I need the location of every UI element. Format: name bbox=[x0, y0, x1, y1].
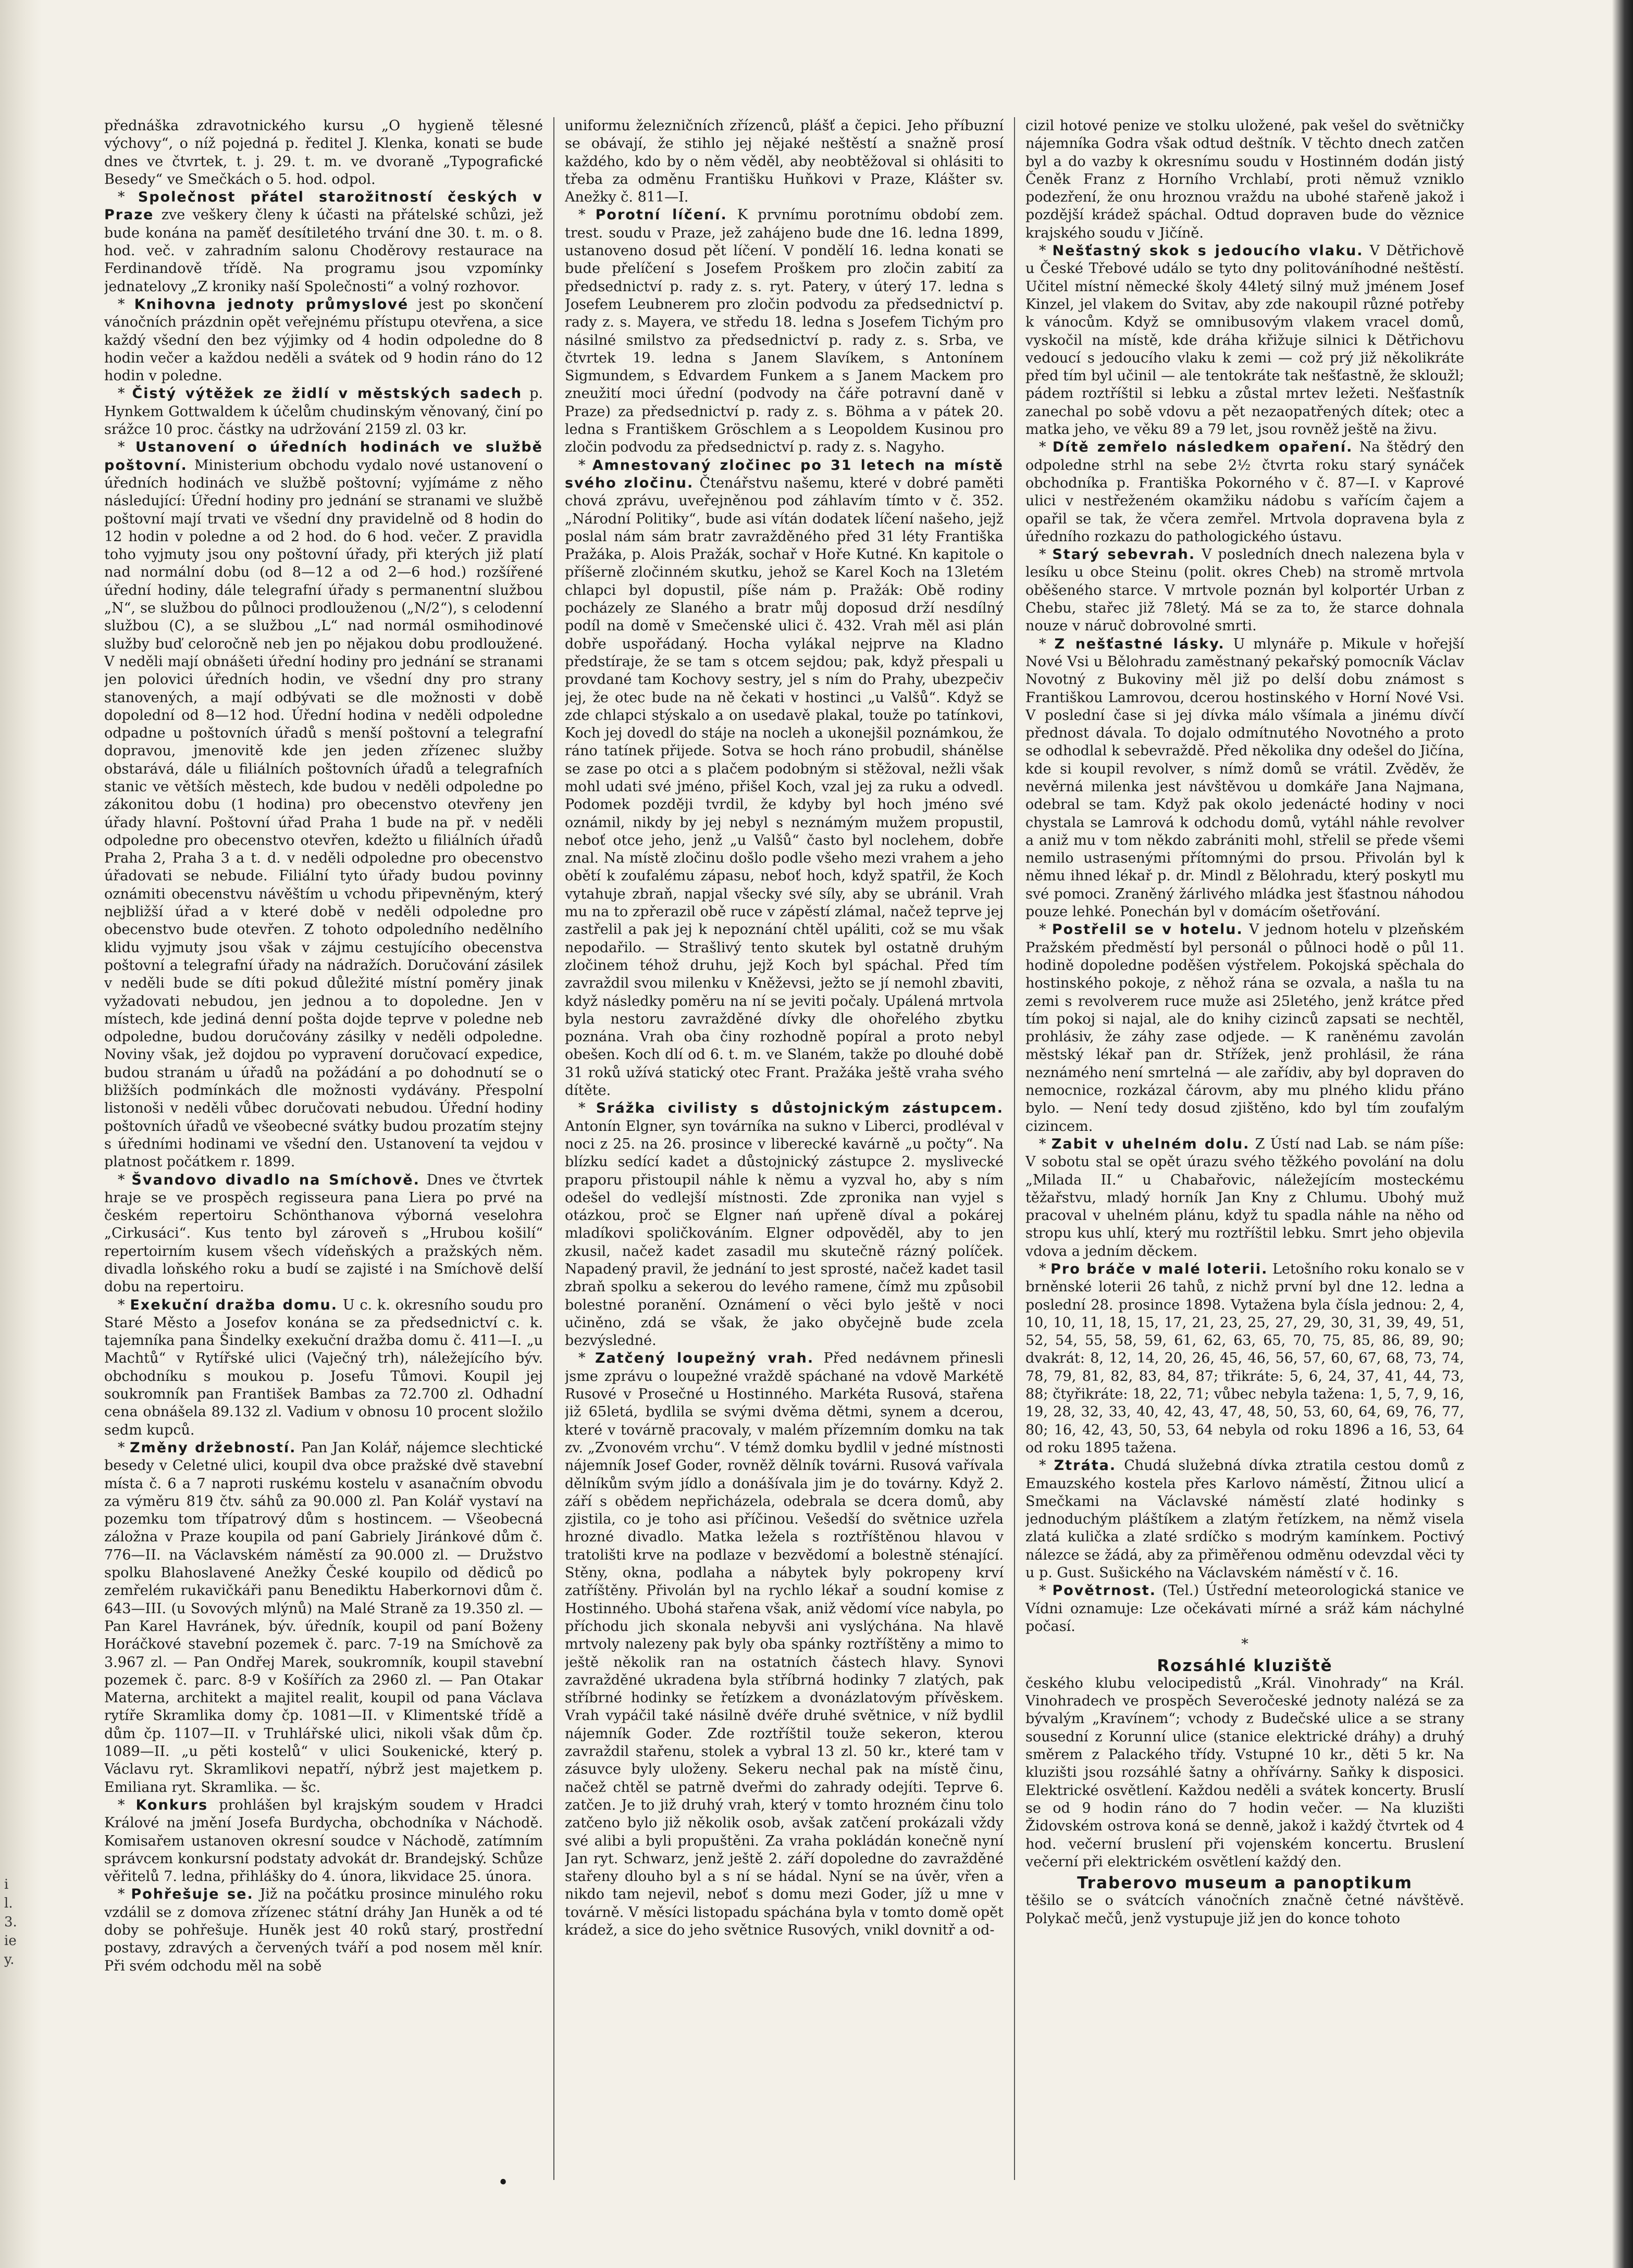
asterisk-marker: * bbox=[118, 439, 135, 456]
asterisk-marker: * bbox=[578, 1100, 596, 1117]
article-paragraph bbox=[104, 1886, 543, 1975]
article-text: p. Hynkem Gottwaldem k účelům chudinským věnovaný, činí po srážce 10 proc. částky na udržování 2159 zl. 03 kr. bbox=[104, 385, 543, 438]
section-heading: Rozsáhlé kluziště bbox=[1157, 1656, 1333, 1675]
article-paragraph bbox=[1025, 439, 1464, 546]
article-heading: Porotní líčení. bbox=[595, 207, 727, 223]
margin-mark: 3. bbox=[4, 1914, 17, 1930]
article-text: U c. k. okresního soudu pro Staré Město a Josefov konána se za předsednictví c. k. tajemníka pana Šindelky exekuční dražba domu č. 411—I. „u Machtů“ v Rytířské ulici (Vaječný trh), náležejícího býv. obchodníku s moukou p. Josefu Tůmovi. Koupil jej soukromník pan František Bambas za 72.700 zl. Odhadní cena obnášela 89.132 zl. Vadium v obnosu 10 procent složilo sedm kupců. bbox=[104, 1297, 543, 1438]
article-text: Pan Jan Kolář, nájemce slechtické besedy v Celetné ulici, koupil dva obce pražské dvě stavební místa č. 6 a 7 naproti ruskému kostelu v asanačním obvodu za výměru 819 čtv. sáhů za 90.000 zl. Pan Kolář vystaví na pozemku tom třípatrový dům s hostincem. — Všeobecná záložna v Praze koupila od paní Gabriely Jiránkové dům č. 776—II. na Václavském náměstí za 90.000 zl. — Družstvo spolku Blahoslavené Anežky České koupilo od dědiců po zemřelém rukavičkáři panu Benediktu Haberkornovi dům č. 643—III. (u Sovových mlýnů) na Malé Straně za 19.350 zl. — Pan Karel Havránek, býv. úředník, koupil od paní Boženy Horáčkové stavební pozemek č. parc. 7-19 na Smíchově za 3.967 zl. — Pan Ondřej Marek, soukromník, koupil stavební pozemek č. parc. 8-9 v Košířích za 2960 zl. — Pan Otakar Materna, architekt a majitel realit, koupil od pana Václava rytíře Skramlika domy čp. 1081—II. v Klimentské třídě a dům čp. 1107—II. v Truhlářské ulici, nikoli však dům čp. 1089—II. „u pěti kostelů“ v ulici Soukenické, který p. Václavu ryt. Skramlikovi nepatří, nýbrž jest majetkem p. Emiliana ryt. Skramlika. — šc. bbox=[104, 1439, 543, 1796]
article-heading: Změny držebností. bbox=[129, 1439, 296, 1456]
asterisk-marker: * bbox=[1039, 1582, 1053, 1599]
article-heading: Knihovna jednoty průmyslové bbox=[134, 296, 409, 313]
article-paragraph bbox=[1025, 1874, 1464, 1928]
article-heading: Pohřešuje se. bbox=[131, 1886, 254, 1903]
article-paragraph bbox=[1025, 117, 1464, 242]
margin-mark: y. bbox=[4, 1952, 15, 1967]
article-heading: Dítě zemřelo následkem opaření. bbox=[1052, 439, 1353, 456]
article-text: prohlášen byl krajským soudem v Hradci Králové na jmění Josefa Burdycha, obchodníka v Náchodě. Komisařem ustanoven okresní soudce v Náchodě, zatímním správcem konkursní podstaty advokát dr. Brandejský. Schůze věřitelů 7. ledna, přihlášky do 4. února, likvidace 25. února. bbox=[104, 1797, 543, 1885]
asterisk-marker: * bbox=[118, 1297, 130, 1313]
article-text: Dnes ve čtvrtek hraje se ve prospěch regisseura pana Liera po prvé na českém repertoiru Schönthanova výborná veselohra „Cirkusáci“. Kus tento byl zároveň s „Hrubou košilí“ repertoirním kusem všech vídeňských a pražských něm. divadla loňského roku a budí se zajisté i na Smíchově delší dobu na repertoiru. bbox=[104, 1172, 543, 1295]
asterisk-marker: * bbox=[118, 1797, 136, 1813]
article-heading: Z nešťastné lásky. bbox=[1054, 635, 1225, 652]
article-text: Již na počátku prosince minulého roku vzdálil se z domova zřízenec státní dráhy Jan Huněk a od té doby se pohřešuje. Huněk jest 40 roků starý, prostřední postavy, zdravých a červených tváří a pod nosem měl knír. Při svém odchodu měl na sobě bbox=[104, 1886, 543, 1974]
asterisk-marker: * bbox=[1039, 439, 1053, 456]
article-paragraph bbox=[104, 296, 543, 385]
asterisk-marker: * bbox=[118, 296, 134, 313]
article-text: Antonín Elgner, syn továrníka na sukno v Liberci, prodléval v noci z 25. na 26. prosince v liberecké kavárně „u počty“. Na blízku sedící kadet a důstojnický zástupce 2. myslivecké praporu přistoupil náhle k němu a vyzval ho, aby s ním odešel do vedlejší místnosti. Zde zpronika nan vyjel s otázkou, proč se Elgner nań upřeně díval a pokárej mladíkovi spoličkováním. Elgner odpověděl, aby to jen zkusil, načež kadet zasadil mu skutečně rázný políček. Napadený pravil, že jednání to jest sprosté, načež kadet tasil zbraň spolku a sekerou do levého ramene, čímž mu způsobil bolestné poranění. Oznámení o věci bylo ještě v noci učiněno, zdá se však, že jako obyčejně bude zcela bezvýsledné. bbox=[565, 1118, 1004, 1349]
article-text: Chudá služebná dívka ztratila cestou domů z Emauzského kostela přes Karlovo náměstí, Žitnou ulicí a Smečkami na Václavské náměstí zlaté hodinky s jednoduchým pláštíkem a zlatým řetízkem, na němž visela zlatá kulička a zlaté srdíčko s modrým kamínkem. Poctivý nálezce se žádá, aby za přiměřenou odměnu odevzdal věci ty u p. Gust. Sušického na Václavském náměstí v č. 16. bbox=[1025, 1457, 1464, 1581]
asterisk-marker: * bbox=[578, 207, 596, 223]
article-paragraph bbox=[565, 1100, 1004, 1350]
article-text: (Tel.) Ústřední meteorologická stanice ve Vídni oznamuje: Lze očekávati mírné a sráž kám náchylné počasí. bbox=[1025, 1582, 1464, 1635]
article-paragraph bbox=[1025, 1657, 1464, 1872]
article-text: Čtenářstvu našemu, které v dobré paměti chová zprávu, uveřejněnou pod záhlavím tímto v č. 352. „Národní Politiky“, bude asi vítán dodatek líčení našeho, jejž poslal nám sám bratr zavražděného před 31 léty Františka Pražáka, p. Alois Pražák, sochař v Hoře Kutné. Kn kapitole o příšerně zločinném skutku, jehož se Karel Koch na 13letém chlapci byl dopustil, píše nám p. Pražák: Obě rodiny pocházely ze Slaného a bratr můj doposud drží nesdílný podíl na domě v Smečenské ulici č. 432. Vrah měl asi plán dobře uspořádaný. Hocha vylákal nejprve na Kladno předstíraje, že se tam s otcem sejdou; pak, když přespali u provdané tam Kochovy sestry, jel s ním do Prahy, ubezpečiv jej, že otec bude na ně čekati v hostinci „u Valšů“. Když se zde chlapci stýskalo a on usedavě plakal, touže po tatínkovi, Koch jej dovedl do stáje na nocleh a ukonejšil poznámkou, že ráno tatínek přijede. Sotva se hoch ráno probudil, shánělse se zase po otci a s plačem podobným si stěžoval, nežli však mohl udati své jméno, přišel Koch, vzal jej za ruku a odvedl. Podomek později tvrdil, že kdyby byl hoch jméno své oznámil, nikdy by jej nebyl s neznámým mužem propustil, neboť otce jeho, jenž „u Valšů“ často byl noclehem, dobře znal. Na místě zločinu došlo podle všeho mezi vrahem a jeho obětí k zoufalému zápasu, neboť hoch, když spatřil, že Koch vytahuje zbraň, napjal všecky své síly, aby se ubránil. Vrah mu na to zpřerazil obě ruce v zápěstí zlámal, načež teprve jej zastřelil a pak jej k nepoznání chtěl upáliti, což se mu však nepodařilo. — Strašlivý tento skutek byl ostatně druhým zločinem téhož druhu, jejž Koch byl spáchal. Před tím zavraždil svou milenku v Kněževsi, ježto se jí nemohl zbaviti, když následky poměru na ní se jeviti počaly. Upálená mrtvola byla nestoru zavražděné dívky dle ohořelého zbytku poznána. Vrah oba činy rozhodně popíral a proto nebyl obešen. Koch dlí od 6. t. m. ve Slaném, takže po dlouhé době 31 roků užívá statický otec Frant. Pražáka ještě vraha svého dítěte. bbox=[565, 475, 1004, 1099]
article-paragraph bbox=[104, 117, 543, 189]
article-paragraph bbox=[565, 206, 1004, 456]
article-text: Na štědrý den odpoledne strhl na sebe 2½ čtvrta roku starý synáček obchodníka p. Františka Pokorného v č. 87—I. v Kaprové ulici v nestřeženém okamžiku nádobu s vařícím čajem a opařil se tak, že včera zemřel. Mrtvola dopravena byla z úředního rozkazu do pathologického ústavu. bbox=[1025, 439, 1464, 545]
article-paragraph bbox=[104, 1439, 543, 1797]
article-heading: Švandovo divadlo na Smíchově. bbox=[131, 1172, 420, 1188]
article-paragraph bbox=[1025, 546, 1464, 635]
article-paragraph bbox=[1025, 1136, 1464, 1261]
asterisk-marker: * bbox=[118, 189, 138, 206]
asterisk-marker: * bbox=[1039, 1136, 1051, 1152]
article-text: jest po skončení vánočních prázdnin opět veřejnému přístupu otevřena, a sice každý všední den bez výjimky od 4 hodin odpoledne do 8 hodin večer a každou neděli a svátek od 9 hodin ráno do 12 hodin v poledne. bbox=[104, 296, 543, 384]
article-paragraph bbox=[1025, 1261, 1464, 1457]
column-3 bbox=[1025, 117, 1464, 2180]
article-text: V Dětřichově u České Třebové událo se tyto dny politováníhodné neštěstí. Učitel místní německé školy 44letý silný muž jménem Josef Kinzel, jel vlakem do Svitav, aby zde nakoupil různé potřeby k vánocům. Když se omnibusovým vlakem vracel domů, vyskočil na místě, kde dráha křižuje silnici k Dětřichovu vedoucí s jedoucího vlaku k zemi — což prý již několikráte před tím byl učinil — ale tentokráte tak nešťastně, že skloužl; pádem roztříštil si lebku a zůstal mrtev ležeti. Nešťastník zanechal po sobě vdovu a pět nezaopatřených dítek; otec a matka jeho, ve věku 89 a 79 let, jsou rovněž ještě na živu. bbox=[1025, 243, 1464, 438]
asterisk-marker: * bbox=[1039, 921, 1052, 938]
article-heading: Ustanovení o úředních hodinách ve službě poštovní. bbox=[104, 439, 543, 473]
article-paragraph bbox=[104, 1797, 543, 1886]
asterisk-marker: * bbox=[118, 1886, 131, 1903]
asterisk-marker: * bbox=[118, 385, 132, 402]
newspaper-columns bbox=[104, 117, 1464, 2180]
article-paragraph bbox=[104, 1172, 543, 1297]
asterisk-marker: * bbox=[1039, 546, 1053, 563]
article-heading: Starý sebevrah. bbox=[1052, 546, 1196, 563]
article-paragraph bbox=[1025, 1457, 1464, 1582]
column-divider bbox=[553, 117, 554, 2180]
article-heading: Postřelil se v hotelu. bbox=[1051, 921, 1243, 938]
article-heading: Čistý výtěžek ze židlí v městských sadech bbox=[132, 385, 523, 402]
article-heading: Exekuční dražba domu. bbox=[130, 1297, 338, 1313]
margin-mark: ie bbox=[4, 1933, 17, 1949]
article-paragraph bbox=[1025, 635, 1464, 921]
margin-marks bbox=[4, 1875, 20, 1969]
article-text: těšilo se o svátcích vánočních značně četné návštěvě. Polykač mečů, jenž vystupuje již jen do konce tohoto bbox=[1025, 1892, 1464, 1927]
asterisk-marker: * bbox=[1039, 1261, 1051, 1277]
asterisk-marker: * bbox=[1039, 243, 1053, 259]
article-paragraph bbox=[1025, 242, 1464, 439]
article-heading: Konkurs bbox=[135, 1797, 208, 1813]
article-paragraph bbox=[565, 457, 1004, 1100]
article-heading: Ztráta. bbox=[1054, 1457, 1117, 1474]
section-separator: * bbox=[1241, 1636, 1248, 1653]
article-heading: Společnost přátel starožitností českých v Praze bbox=[104, 189, 543, 223]
article-heading: Pro bráče v malé loterii. bbox=[1050, 1261, 1268, 1277]
article-text: Ministerium obchodu vydalo nové ustanovení o úředních hodinách ve službě poštovní; vyjímáme z něho následující: Úřední hodiny pro jednání se stranami ve službě poštovní mají trvati ve všední dny pravidelně od 8 hodin do 12 hodin v poledne a od 2 hod. do 6 hod. večer. Z pravidla toho vyjmuty jsou ony poštovní úřady, při kterých již platí nad normální dobu (od 8—12 a od 2—6 hod.) rozšířené úřední hodiny, dále telegrafní úřady s permanentní službou „N“, se službou do půlnoci prodlouženou („N/2“), s celodenní službou (C), a se službou „L“ nad normál osmihodinové služby buď celoročně neb jen po nějakou dobu prodloužené. V neděli mají obnášeti úřední hodiny pro jednání se stranami jen polovici úředních hodin, ve všední dny pro strany stanovených, a mají odbývati se dle možnosti v době dopolední od 8—12 hod. Úřední hodina v neděli odpoledne odpadne u poštovních úřadů s menší poštovní a telegrafní dopravou, jmenovitě kde jen jeden zřízenec služby obstarává, dále u filiálních poštovních úřadů a telegrafních stanic ve větších městech, kde budou v neděli odpoledne po zákonitou dobu (1 hodina) pro obecenstvo otevřeny jen úřady hlavní. Poštovní úřad Praha 1 bude na př. v neděli odpoledne pro obecenstvo otevřen, kdežto u filiálních úřadů Praha 2, Praha 3 a t. d. v neděli odpoledne pro obecenstvo úřadovati se nebude. Filiální tyto úřady budou povinny oznámiti obecenstvu návěštím u vchodu připevněným, který nejbližší úřad a v které době v neděli odpoledne pro obecenstvo bude otevřen. Z tohoto odpoledního nedělního klidu vyjmuty jsou však v zájmu cestujícího obecenstva poštovní a telegrafní úřady na nádražích. Doručování zásilek v neděli bude se díti pokud důležité místní poměry jinak vyžadovati nebudou, jen jednou a to dopoledne. Jen v místech, kde jediná denní pošta dojde teprve v poledne neb odpoledne, budou doručovány zásilky v neděli odpoledne. Noviny však, jež dojdou po vypravení doručovací expedice, budou stranám u úřadů na požádání a po dohodnutí se o bližších podmínkách dle možnosti vydávány. Přespolní listonoši v neděli vůbec doručovati nebudou. Úřední hodiny poštovních úřadů ve všeobecné svátky budou prozatím stejny s úředními hodinami ve všední den. Ustanovení ta vejdou v platnost počátkem r. 1899. bbox=[104, 457, 543, 1170]
article-text: U mlynáře p. Mikule v hořejší Nové Vsi u Bělohradu zaměstnaný pekařský pomocník Václav Novotný z Bukoviny měl již po delší dobu známost s Františkou Lamrovou, dcerou hostinského v Horní Nové Vsi. V poslední čase si jej dívka málo všímala a jinému dívčí přednost dávala. To dojalo odmítnutého Novotného a proto se odhodlal k sebevraždě. Před několika dny odešel do Jičína, kde si koupil revolver, s nímž domů se vrátil. Zvěděv, že nevěrná milenka jest návštěvou u domkáře Jana Najmana, odebral se tam. Když pak okolo jedenácté hodiny v noci chystala se Lamrová k odchodu domů, vytáhl náhle revolver a aniž mu v tom někdo zabrániti mohl, střelil se přede všemi nemilo ustrasenými přítomnými do prsou. Přivolán byl k němu ihned lékař p. dr. Mindl z Bělohradu, který poskytl mu své pomoci. Zraněný žárlivého mládka jest šťastnou náhodou pouze lehké. Ponechán byl v domácím ošetřování. bbox=[1025, 635, 1464, 920]
article-text: V jednom hotelu v plzeňském Pražském předměstí byl personál o půlnoci hodě o půl 11. hodině dopoledne poděšen výstřelem. Pokojská spěchala do hostinského pokoje, z něhož rána se ozvala, a našla tu na zemi s revolverem ruce muže asi 25letého, jenž krátce před tím pokoj si najal, ale do knihy cizinců zapsati se nechtěl, prohlásiv, že záhy zase odjede. — K raněnému zavolán městský lékař pan dr. Střížek, jenž prohlásil, že rána neznámého není smrtelná — ale zařídiv, aby byl dopraven do nemocnice, rozkázal čárovm, aby mu plného klidu přáno bylo. — Není tedy dosud zjištěno, kdo byl tím zoufalým cizincem. bbox=[1025, 921, 1464, 1135]
column-divider bbox=[1014, 117, 1015, 2180]
article-paragraph bbox=[104, 1297, 543, 1439]
article-paragraph bbox=[565, 117, 1004, 206]
column-2 bbox=[565, 117, 1004, 2180]
article-heading: Srážka civilisty s důstojnickým zástupcem. bbox=[596, 1100, 1004, 1117]
article-text: přednáška zdravotnického kursu „O hygieně tělesné výchovy“, o níž pojedná p. ředitel J. Klenka, konati se bude dnes ve čtvrtek, t. j. 29. t. m. ve dvoraně „Typografické Besedy“ ve Smečkách o 5. hod. odpol. bbox=[104, 118, 543, 188]
article-text: Letošního roku konalo se v brněnské loterii 26 tahů, z nichž první byl dne 12. ledna a poslední 28. prosince 1898. Vytažena byla čísla jednou: 2, 4, 10, 10, 11, 18, 15, 17, 21, 23, 25, 27, 29, 30, 31, 39, 49, 51, 52, 54, 55, 58, 59, 61, 62, 63, 65, 70, 75, 85, 86, 89, 90; dvakrát: 8, 12, 14, 20, 26, 45, 46, 56, 57, 60, 67, 68, 73, 74, 78, 79, 81, 82, 83, 84, 87; třikráte: 5, 6, 24, 37, 41, 44, 73, 88; čtyřikráte: 18, 22, 71; vůbec nebyla tažena: 1, 5, 7, 9, 16, 19, 28, 32, 33, 40, 42, 43, 47, 48, 50, 53, 60, 64, 69, 76, 77, 80; 16, 42, 43, 50, 53, 64 nebyla od roku 1896 a 16, 53, 64 od roku 1895 tažena. bbox=[1025, 1261, 1464, 1456]
article-heading: Nešťastný skok s jedoucího vlaku. bbox=[1052, 243, 1364, 259]
article-text: Před nedávnem přinesli jsme zprávu o loupežné vraždě spáchané na vdově Markétě Rusové v Prosečné u Hostinného. Markéta Rusová, stařena již 65letá, bydlila se svými dvěma dětmi, synem a dcerou, které v továrně pracovaly, v malém přízemním domku na tak zv. „Zvonovém vrchu“. V témž domku bydlil v jedné místnosti nájemník Josef Goder, rovněž dělník továrni. Rusová vařívala dělníkům svým jídlo a donášívala jim je do továrny. Když 2. září s obědem nepřicházela, odebrala se dcera domů, aby zjistila, co je toho asi příčinou. Vešedší do světnice uzřela hrozné divadlo. Matka ležela s roztříštěnou hlavou v tratolišti krve na podlaze v bezvědomí a bolestně sténající. Stěny, okna, podlaha a nábytek byly pokropeny krví zatříštěny. Přivolán byl na rychlo lékař a soudní komise z Hostinného. Ubohá stařena však, aniž vědomí více nabyla, po příchodu jich skonala nebyvši ani vyslýchána. Na hlavě mrtvoly nalezeny pak byly oba spánky roztříštěny a mimo to ještě několik ran na ostatních částech hlavy. Synovi zavražděné ukradena byla stříbrná hodinky 7 zlatých, pak stříbrné hodinky se řetízkem a dvonázlatovým přívěskem. Vrah vypáčil také násilně dvéře druhé světnice, v níž bydlil nájemník Goder. Zde roztříštil touže sekeron, kterou zavraždil stařenu, stolek a vybral 13 zl. 50 kr., které tam v zásuvce byly uloženy. Sekeru nechal pak na místě činu, načež chtěl se patrně dveřmi do zahrady odejíti. Teprve 6. zatčen. Je to již druhý vrah, který v tomto hrozném činu tolo zatčeno bylo již několik osob, avšak zatčení prokázali vždy své alibi a byli propuštěni. Za vraha pokládán konečně nyní Jan ryt. Schwarz, jenž ještě 2. září dopoledne do zavražděné stařeny dlouho byl a s ní se hádal. Nyní se na úvěr, vřen a nikdo tam nejevil, neboť s domu mezi Goder, jíž u mne v továrně. V měsíci listopadu spáchána byla v tomto domě opět krádež, a sice do jeho světnice Rusových, vnikl dovnitř a od- bbox=[565, 1350, 1004, 1938]
page-right-edge bbox=[1612, 0, 1633, 2268]
article-text: českého klubu velocipedistů „Král. Vinohrady“ na Král. Vinohradech ve prospěch Severočeské jednoty nalézá se za bývalým „Kravínem“; vchody z Budečské ulice a se strany sousední z Korunní ulice (stanice elektrické dráhy) a druhý směrem z Palackého třídy. Vstupné 10 kr., děti 5 kr. Na kluzišti jsou rozsáhlé šatny a ohřívárny. Saňky k disposici. Elektrické osvětlení. Každou neděli a svátek koncerty. Bruslí se od 9 hodin ráno do 7 hodin večer. — Na kluzišti Židovském ostrova koná se denně, jakož i každý čtvrtek od 4 hod. večerní bruslení při vojenském koncertu. Bruslení večerní při elektrickém osvětlení každý den. bbox=[1025, 1675, 1464, 1870]
article-text: V posledních dnech nalezena byla v lesíku u obce Steinu (polit. okres Cheb) na stromě mrtvola oběšeného starce. V mrtvole poznán byl kolportér Urban z Chebu, stařec již 78letý. Má se za to, že starce dohnala nouze v náruč dobrovolné smrti. bbox=[1025, 546, 1464, 634]
asterisk-marker: * bbox=[1039, 1457, 1054, 1474]
article-paragraph bbox=[1025, 1582, 1464, 1636]
article-paragraph bbox=[565, 1350, 1004, 1939]
article-paragraph bbox=[104, 439, 543, 1171]
article-heading: Povětrnost. bbox=[1052, 1582, 1156, 1599]
section-heading: Traberovo museum a panoptikum bbox=[1077, 1874, 1413, 1893]
column-1 bbox=[104, 117, 543, 2180]
article-text: zve veškery členy k účasti na přátelské schůzi, jež bude konána na paměť desítiletého trvání dne 30. t. m. o 8. hod. več. v zahradním salonu Choděrovy restaurace na Ferdinandově třídě. Na programu jsou vzpomínky jednatelovy „Z kroniky naší Společnosti“ a volný rozhovor. bbox=[104, 207, 543, 295]
article-text: K prvnímu porotnímu období zem. trest. soudu v Praze, jež zahájeno bude dne 16. ledna 1899, ustanoveno dosud pět líčení. V pondělí 16. ledna konati se bude přelíčení s Josefem Proškem pro zločin zabití za předsednictví p. rady z. s. ryt. Patery, v úterý 17. ledna s Josefem Leubnerem pro zločin podvodu za předsednictví p. rady z. s. Mayera, ve středu 18. ledna s Josefem Tichým pro násilné smilstvo za předsednictví p. rady z. s. Srba, ve čtvrtek 19. ledna s Janem Slavíkem, s Antonínem Sigmundem, s Edvardem Funkem a s Janem Mackem pro zneužití moci úřední (podvody na čáře potravní daně v Praze) za předsednictví p. rady z. s. Böhma a v pátek 20. ledna s Františkem Gröschlem a s Leopoldem Kusinou pro zločin podvodu za předsednictví p. rady z. s. Nagyho. bbox=[565, 207, 1004, 456]
asterisk-marker: * bbox=[118, 1172, 132, 1188]
margin-mark: i bbox=[4, 1877, 9, 1892]
article-text: Z Ústí nad Lab. se nám píše: V sobotu stal se opět úrazu svého těžkého povolání na dolu „Milada II.“ u Chabařovic, náležejícím mosteckému těžařstvu, mladý horník Jan Kny z Chlumu. Ubohý muž pracoval v uhelném plánu, když tu spadla náhle na něho od stropu kus uhlí, který mu roztříštil lebku. Smrt jeho objevila vdova a jedním děckem. bbox=[1025, 1136, 1464, 1260]
asterisk-marker: * bbox=[578, 1350, 595, 1367]
article-text: uniformu železničních zřízenců, plášť a čepici. Jeho příbuzní se obávají, že stihlo jej nějaké neštěstí a snažně prosí každého, kdo by o něm věděl, aby neobtěžoval si ohlásiti to třeba za odměnu Františku Huňkovi v Praze, Klášter sv. Anežky č. 811—I. bbox=[565, 118, 1004, 206]
asterisk-marker: * bbox=[118, 1439, 130, 1456]
margin-mark: l. bbox=[4, 1896, 13, 1911]
article-heading: Zabit v uhelném dolu. bbox=[1051, 1136, 1250, 1152]
asterisk-marker: * bbox=[578, 457, 592, 473]
article-paragraph bbox=[104, 385, 543, 439]
article-text: cizil hotové penize ve stolku uložené, pak vešel do světničky nájemníka Godra však odtud deštník. V těchto dnech zatčen byl a do vazby k okresnímu soudu v Hostinném dodán jistý Čeněk Franz z Horního Vrchlabí, proti němuž vzniklo podezření, že onu hroznou vraždu na ubohé stařeně jakož i pozdější krádež spáchal. Odtud dopraven bude do věznice krajského soudu v Jičíně. bbox=[1025, 118, 1464, 241]
asterisk-marker: * bbox=[1039, 635, 1055, 652]
article-heading: Zatčený loupežný vrah. bbox=[595, 1350, 814, 1367]
bottom-mark: • bbox=[498, 2172, 509, 2194]
article-paragraph bbox=[1025, 921, 1464, 1136]
article-paragraph bbox=[104, 189, 543, 296]
article-heading: Amnestovaný zločinec po 31 letech na místě svého zločinu. bbox=[565, 457, 1004, 491]
